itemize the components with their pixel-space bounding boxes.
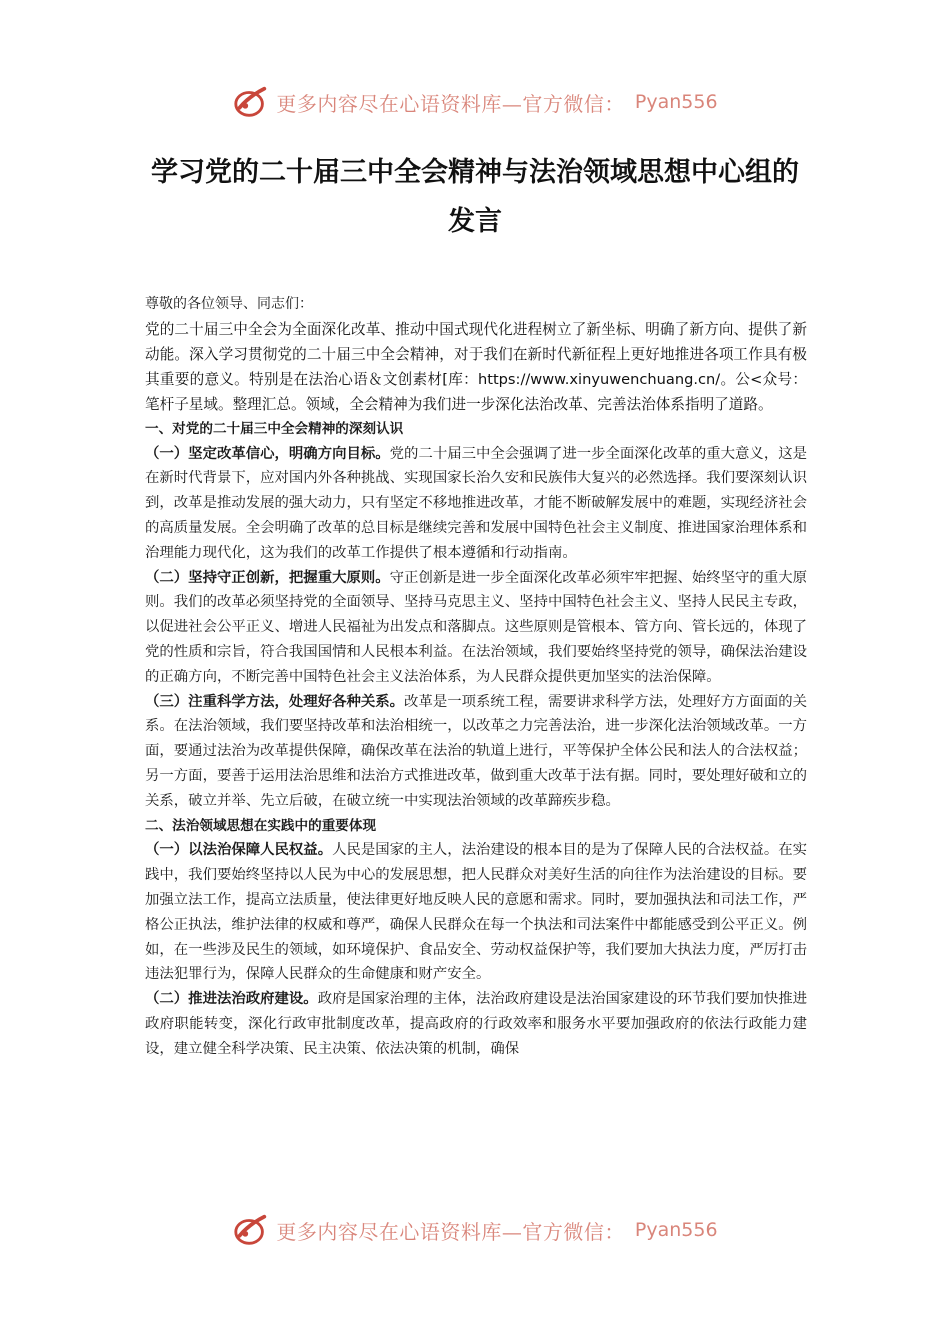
document-body	[145, 292, 807, 1062]
section-heading: 一、对党的二十届三中全会精神的深刻认识	[145, 420, 404, 437]
paragraph-lead: （一）以法治保障人民权益。	[145, 842, 333, 859]
paragraph	[145, 566, 807, 690]
watermark-text: 更多内容尽在心语资料库—官方微信：	[276, 91, 625, 116]
paragraph-lead: （一）坚定改革信心，明确方向目标。	[145, 445, 390, 462]
paragraph-text: 守正创新是进一步全面深化改革必须牢牢把握、始终坚守的重大原则。我们的改革必须坚持党的全面领导、坚持马克思主义、坚持中国特色社会主义、坚持人民民主专政，以促进社会公平正义、增进人民福祉为出发点和落脚点。这些原则是管根本、管方向、管长远的，体现了党的性质和宗旨，符合我国国情和人民根本利益。在法治领域，我们要始终坚持党的领导，确保法治建设的正确方向，不断完善中国特色社会主义法治体系，为人民群众提供更加坚实的法治保障。	[145, 569, 807, 685]
watermark-banner-top	[0, 82, 950, 122]
watermark-wechat-id: Pyan556	[634, 91, 718, 113]
watermark-text: 更多内容尽在心语资料库—官方微信：	[276, 1219, 625, 1244]
paragraph-text: 改革是一项系统工程，需要讲求科学方法，处理好方方面面的关系。在法治领域，我们要坚持改革和法治相统一，以改革之力完善法治，进一步深化法治领域改革。一方面，要通过法治为改革提供保障，确保改革在法治的轨道上进行，平等保护全体公民和法人的合法权益；另一方面，要善于运用法治思维和法治方式推进改革，做到重大改革于法有据。同时，要处理好破和立的关系，破立并举、先立后破，在破立统一中实现法治领域的改革蹄疾步稳。	[145, 693, 807, 809]
watermark-banner-bottom	[0, 1210, 950, 1250]
paragraph-lead: （三）注重科学方法，处理好各种关系。	[145, 693, 405, 710]
watermark-wechat-id: Pyan556	[634, 1219, 718, 1241]
brush-logo-icon	[232, 1211, 270, 1249]
paragraph	[145, 442, 807, 566]
paragraph	[145, 838, 807, 987]
document-title: 学习党的二十届三中全会精神与法治领域思想中心组的发言	[151, 157, 799, 237]
paragraph-lead: （二）推进法治政府建设。	[145, 991, 318, 1008]
paragraph	[145, 690, 807, 814]
section-heading: 二、法治领域思想在实践中的重要体现	[145, 817, 377, 834]
brush-logo-icon	[232, 83, 270, 121]
paragraph-text: 人民是国家的主人，法治建设的根本目的是为了保障人民的合法权益。在实践中，我们要始终坚持以人民为中心的发展思想，把人民群众对美好生活的向往作为法治建设的目标。要加强立法工作，提高立法质量，使法律更好地反映人民的意愿和需求。同时，要加强执法和司法工作，严格公正执法，维护法律的权威和尊严，确保人民群众在每一个执法和司法案件中都能感受到公平正义。例如，在一些涉及民生的领域，如环境保护、食品安全、劳动权益保护等，我们要加大执法力度，严厉打击违法犯罪行为，保障人民群众的生命健康和财产安全。	[145, 842, 807, 983]
paragraph	[145, 987, 807, 1061]
paragraph-text: 政府是国家治理的主体，法治政府建设是法治国家建设的环节我们要加快推进政府职能转变，深化行政审批制度改革，提高政府的行政效率和服务水平要加强政府的依法行政能力建设，建立健全科学决策、民主决策、依法决策的机制，确保	[145, 991, 807, 1057]
paragraph-text: 党的二十届三中全会强调了进一步全面深化改革的重大意义，这是在新时代背景下，应对国内外各种挑战、实现国家长治久安和民族伟大复兴的必然选择。我们要深刻认识到，改革是推动发展的强大动力，只有坚定不移地推进改革，才能不断破解发展中的难题，实现经济社会的高质量发展。全会明确了改革的总目标是继续完善和发展中国特色社会主义制度、推进国家治理体系和治理能力现代化，这为我们的改革工作提供了根本遵循和行动指南。	[145, 445, 807, 561]
greeting: 尊敬的各位领导、同志们：	[145, 296, 313, 312]
intro-paragraph: 党的二十届三中全会为全面深化改革、推动中国式现代化进程树立了新坐标、明确了新方向、提供了新动能。深入学习贯彻党的二十届三中全会精神，对于我们在新时代新征程上更好地推进各项工作具有极其重要的意义。特别是在法治心语＆文创素材[库：https://www.xinyuwenchuang.cn/。公<众号：笔杆子星域。整理汇总。领域，全会精神为我们进一步深化法治改革、完善法治体系指明了道路。	[145, 320, 807, 413]
paragraph-lead: （二）坚持守正创新，把握重大原则。	[145, 569, 390, 586]
